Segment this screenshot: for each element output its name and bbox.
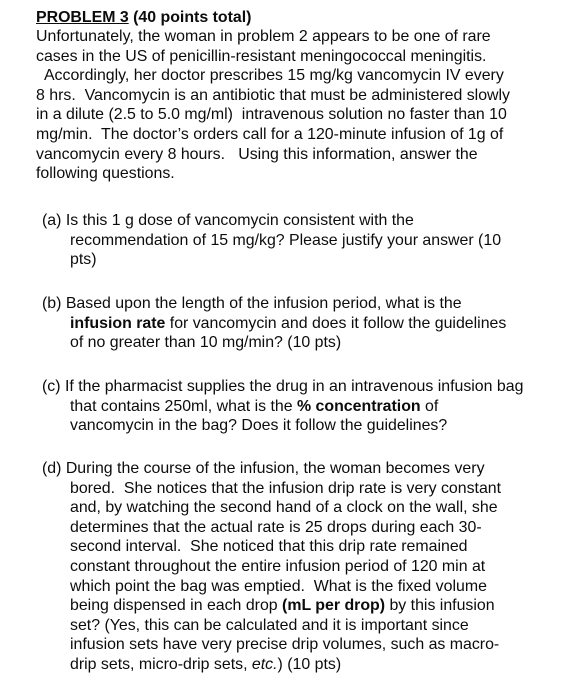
question-b: [42, 294, 562, 353]
question-d-text: by this infusion: [385, 597, 495, 615]
question-b-text: for vancomycin and does it follow the guidelines: [165, 314, 507, 332]
problem-title-label: PROBLEM 3: [36, 9, 129, 26]
question-a-line: pts): [70, 251, 97, 269]
intro-line: mg/min. The doctor’s orders call for a 120-minute infusion of 1g of: [36, 125, 504, 143]
question-c-text: of: [420, 397, 439, 415]
question-d-line: (d) During the course of the infusion, the woman becomes very: [42, 460, 485, 477]
etc-term: etc.: [251, 655, 278, 673]
question-c-text: that contains 250ml, what is the: [70, 397, 298, 415]
question-d: [42, 459, 562, 675]
question-d-line: which point the bag was emptied. What is the fixed volume: [70, 577, 487, 595]
intro-line: cases in the US of penicillin-resistant meningococcal meningitis.: [36, 47, 487, 65]
question-b-line: [42, 314, 562, 334]
infusion-rate-term: infusion rate: [70, 314, 166, 332]
question-d-text: drip sets, micro-drip sets,: [70, 655, 252, 673]
question-b-line: of no greater than 10 mg/min? (10 pts): [70, 334, 342, 352]
question-a-line: (a) Is this 1 g dose of vancomycin consistent with the: [42, 212, 414, 229]
question-c-line: (c) If the pharmacist supplies the drug in an intravenous infusion bag: [42, 378, 524, 395]
intro-line: Accordingly, her doctor prescribes 15 mg/kg vancomycin IV every: [36, 67, 504, 85]
question-c-line: vancomycin in the bag? Does it follow the guidelines?: [70, 417, 448, 435]
intro-line: Unfortunately, the woman in problem 2 appears to be one of rare: [36, 28, 491, 45]
question-d-line: infusion sets have very precise drip volumes, such as macro-: [70, 636, 500, 654]
question-d-text: being dispensed in each drop: [70, 597, 283, 615]
question-c: [42, 377, 562, 436]
problem-title: [36, 8, 576, 28]
question-c-line: [42, 397, 562, 417]
problem-intro: [36, 27, 576, 184]
question-d-line: and, by watching the second hand of a clock on the wall, she: [70, 499, 498, 517]
problem-title-points: (40 points total): [128, 9, 252, 26]
intro-line: 8 hrs. Vancomycin is an antibiotic that must be administered slowly: [36, 86, 510, 104]
question-d-line: [42, 596, 562, 616]
question-d-line: bored. She notices that the infusion drip rate is very constant: [70, 479, 502, 497]
intro-line: in a dilute (2.5 to 5.0 mg/ml) intravenous solution no faster than 10: [36, 106, 507, 124]
question-d-line: determines that the actual rate is 25 drops during each 30-: [70, 518, 482, 536]
question-d-line: constant throughout the entire infusion period of 120 min at: [70, 557, 486, 575]
question-d-line: [42, 655, 562, 675]
question-d-text: ) (10 pts): [277, 655, 342, 673]
percent-concentration-term: % concentration: [297, 397, 421, 415]
intro-line: following questions.: [36, 165, 175, 183]
intro-line: vancomycin every 8 hours. Using this information, answer the: [36, 145, 478, 163]
question-b-line: (b) Based upon the length of the infusion period, what is the: [42, 295, 462, 312]
question-a: [42, 211, 562, 270]
question-a-line: recommendation of 15 mg/kg? Please justify your answer (10: [70, 231, 502, 249]
question-d-line: set? (Yes, this can be calculated and it is important since: [70, 616, 469, 634]
question-d-line: second interval. She noticed that this drip rate remained: [70, 538, 468, 556]
ml-per-drop-term: (mL per drop): [282, 597, 386, 615]
